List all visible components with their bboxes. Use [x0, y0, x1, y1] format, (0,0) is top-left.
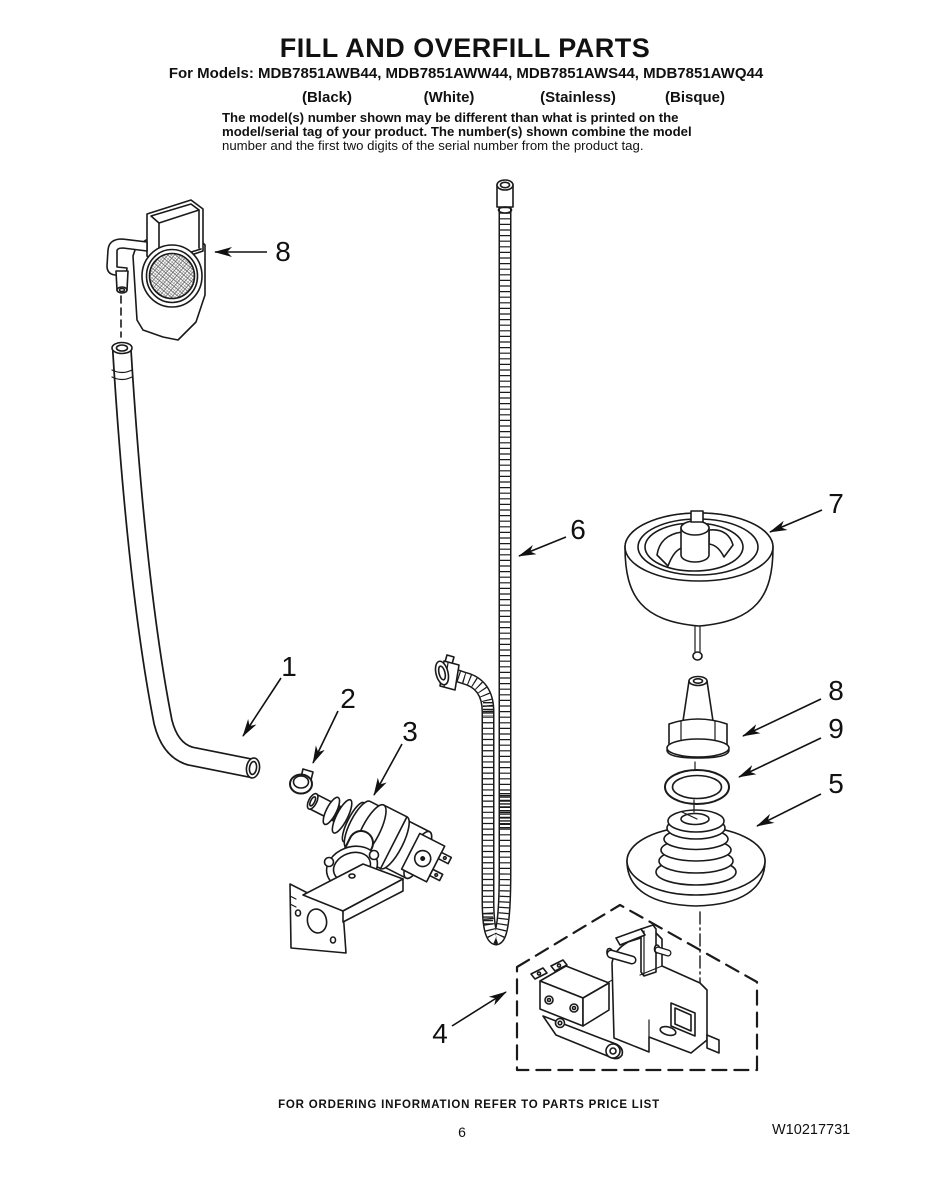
part-overfill-cap [625, 511, 773, 660]
color-label-bisque: (Bisque) [665, 89, 725, 106]
callout-label-1: 1 [281, 651, 297, 682]
callout-arrow-6 [519, 537, 566, 556]
part-inlet-valve [290, 774, 459, 953]
disclaimer-line-3: number and the first two digits of the serial number from the product tag. [222, 138, 644, 154]
document-number: W10217731 [772, 1122, 851, 1138]
color-label-white: (White) [423, 89, 475, 106]
callout-labels [275, 236, 844, 1049]
callout-label-8-right: 8 [828, 675, 844, 706]
callout-label-6: 6 [570, 514, 586, 545]
callout-arrow-8-right [743, 699, 821, 736]
page-title: FILL AND OVERFILL PARTS [279, 33, 651, 63]
callout-label-7: 7 [828, 488, 844, 519]
part-switch-bracket [606, 925, 719, 1053]
callout-arrow-2 [313, 711, 338, 763]
part-fill-hose [112, 343, 261, 779]
callout-label-9: 9 [828, 713, 844, 744]
disclaimer-line-1: The model(s) number shown may be different than what is printed on the [222, 110, 679, 125]
callout-arrow-9 [739, 738, 821, 777]
part-nozzle [667, 677, 729, 773]
callout-arrow-7 [770, 510, 822, 532]
color-label-black: (Black) [301, 89, 353, 106]
callout-arrow-4 [452, 992, 506, 1026]
callout-label-5: 5 [828, 768, 844, 799]
callout-arrow-1 [243, 678, 281, 736]
ordering-note: FOR ORDERING INFORMATION REFER TO PARTS PRICE LIST [278, 1099, 660, 1111]
color-label-stainless: (Stainless) [540, 89, 616, 106]
callout-arrow-3 [374, 744, 402, 795]
part-corrugated-hose [433, 180, 513, 939]
page-number: 6 [458, 1124, 466, 1140]
callout-label-2: 2 [340, 683, 356, 714]
part-air-gap [107, 200, 205, 340]
callout-label-4: 4 [432, 1018, 448, 1049]
callout-arrow-5 [757, 794, 821, 826]
callout-label-3: 3 [402, 716, 418, 747]
disclaimer-line-2: model/serial tag of your product. The number(s) shown combine the model [222, 124, 692, 140]
part-hose-clamp [290, 769, 313, 794]
callout-label-8-left: 8 [275, 236, 291, 267]
models-line: For Models: MDB7851AWB44, MDB7851AWW44, MDB7851AWS44, MDB7851AWQ44 [168, 65, 764, 82]
